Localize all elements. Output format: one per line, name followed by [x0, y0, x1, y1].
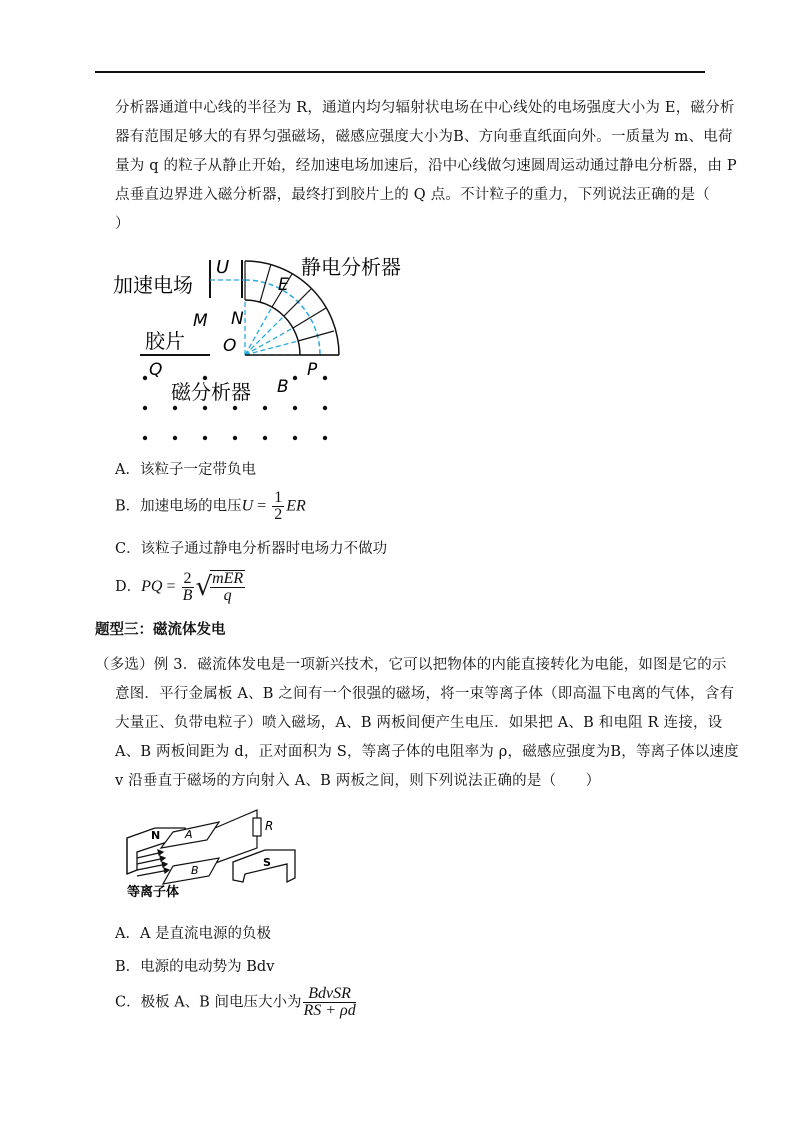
q1-option-b-eq: = — [253, 497, 271, 515]
label-accel-field: 加速电场 — [113, 273, 193, 297]
label-electrostatic-analyzer: 静电分析器 — [301, 255, 401, 279]
q1-option-b-fraction — [272, 490, 284, 523]
q2-option-c-den: RS + ρd — [303, 1002, 356, 1019]
label-P: P — [307, 360, 318, 380]
q1-option-d-den: B — [182, 586, 193, 604]
q1-option-d-rad-num: mER — [212, 570, 244, 587]
q1-line-1: 分析器通道中心线的半径为 R，通道内均匀辐射状电场在中心线处的电场强度大小为 E，磁分析 — [115, 100, 735, 116]
label-B2: B — [191, 864, 199, 877]
q1-stem — [115, 94, 737, 239]
label-R2: R — [265, 819, 274, 833]
q1-option-b-prefix: B．加速电场的电压 — [115, 498, 242, 515]
q2-line-1: （多选）例 3．磁流体发电是一项新兴技术，它可以把物体的内能直接转化为电能，如图是它的示 — [95, 657, 727, 673]
q1-option-d-prefix: D． — [115, 579, 142, 595]
label-film: 胶片 — [145, 329, 185, 353]
label-E: E — [278, 275, 289, 295]
q1-option-d-fraction — [182, 571, 194, 604]
q2-option-c-prefix: C．极板 A、B 间电压大小为 — [115, 994, 302, 1011]
q2-line-3: 大量正、负带电粒子）喷入磁场，A、B 两板间便产生电压．如果把 A、B 和电阻 R 连接，设 — [115, 715, 723, 731]
q2-line-4: A、B 两板间距为 d，正对面积为 S，等离子体的电阻率为 ρ，磁感应强度为B，等离子体以速度 — [115, 744, 739, 760]
label-Q: Q — [149, 360, 163, 380]
q1-line-3: 量为 q 的粒子从静止开始，经加速电场加速后，沿中心线做匀速圆周运动通过静电分析器，由 P — [115, 158, 737, 174]
label-N2: N — [151, 829, 161, 842]
q1-option-b-den: 2 — [274, 506, 283, 523]
label-O: O — [223, 336, 237, 356]
q1-option-d-eq: = — [162, 578, 180, 595]
label-U: U — [216, 257, 230, 278]
q1-option-b-num: 1 — [274, 489, 283, 506]
q1-line-5: ） — [115, 216, 130, 232]
q2-option-c — [115, 986, 358, 1019]
plasma-arrows — [137, 850, 169, 876]
q1-option-c: C．该粒子通过静电分析器时电场力不做功 — [115, 541, 388, 557]
q2-stem — [95, 651, 739, 796]
q1-option-a: A．该粒子一定带负电 — [115, 462, 256, 478]
q2-line-5: v 沿垂直于磁场的方向射入 A、B 两板之间，则下列说法正确的是（ ） — [115, 773, 601, 789]
wire — [215, 810, 257, 828]
header-rule — [95, 71, 705, 73]
spectrometer-figure — [105, 248, 435, 448]
q1-option-b-lhs: U — [241, 497, 254, 515]
resistor — [253, 818, 261, 836]
q2-line-2: 意图．平行金属板 A、B 之间有一个很强的磁场，将一束等离子体（即高温下电离的气体，含有 — [115, 686, 735, 702]
q1-option-d-num: 2 — [183, 569, 192, 587]
sqrt-sign: √ — [195, 572, 213, 602]
label-S2: S — [263, 856, 271, 869]
label-magnetic-analyzer: 磁分析器 — [171, 380, 251, 404]
label-N: N — [231, 309, 244, 329]
label-plasma: 等离子体 — [127, 885, 180, 900]
label-M: M — [193, 311, 208, 331]
q2-option-b: B．电源的电动势为 Bdv — [115, 959, 275, 975]
q1-option-d — [115, 570, 247, 604]
q2-option-a: A．A 是直流电源的负极 — [115, 926, 272, 942]
mhd-generator-figure — [115, 808, 305, 903]
q1-option-b — [115, 490, 306, 523]
section-heading: 题型三：磁流体发电 — [95, 622, 226, 638]
q2-option-c-fraction — [303, 986, 355, 1019]
q1-line-4: 点垂直边界进入磁分析器，最终打到胶片上的 Q 点。不计粒子的重力，下列说法正确的是（ — [115, 187, 711, 203]
label-A2: A — [185, 828, 193, 841]
label-B: B — [277, 377, 289, 397]
q1-option-d-rad-den: q — [223, 587, 232, 604]
q1-option-d-lhs: PQ — [141, 578, 163, 595]
q1-option-b-rhs: ER — [286, 497, 306, 515]
q1-line-2: 器有范围足够大的有界匀强磁场，磁感应强度大小为B、方向垂直纸面向外。一质量为 m、电荷 — [115, 129, 733, 145]
q2-option-c-num: BdvSR — [303, 986, 355, 1003]
q1-option-d-radicand — [210, 570, 245, 604]
